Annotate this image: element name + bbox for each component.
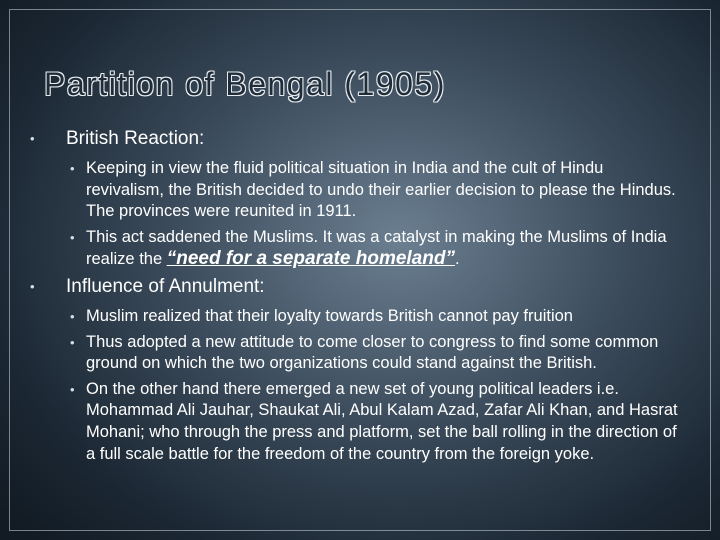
section-heading-british-reaction: [30, 127, 680, 150]
list-item-text: Keeping in view the fluid political situation in India and the cult of Hindu revivalism, the British decided to undo their earlier decision to please the Hindus. The provinces were reunited in 1911.: [86, 159, 676, 221]
bullet-icon: •: [70, 229, 75, 245]
list-item-text: Muslim realized that their loyalty towards British cannot pay fruition: [86, 306, 573, 325]
list-item: [30, 227, 680, 271]
list-item-tail: .: [454, 250, 460, 269]
list-item: [30, 306, 680, 328]
bullet-icon: •: [30, 278, 35, 294]
list-item: [30, 379, 680, 465]
list-item-text: This act saddened the Muslims. It was a catalyst in making the Muslims of India realize the: [86, 227, 667, 269]
bullet-icon: •: [70, 334, 75, 350]
bullet-icon: •: [70, 381, 75, 397]
bullet-icon: •: [30, 131, 35, 146]
section-heading-text: British Reaction:: [66, 128, 205, 149]
bullet-icon: •: [70, 161, 75, 176]
list-item: [30, 332, 680, 375]
slide-content: [30, 127, 680, 469]
section-heading-influence-of-annulment: [30, 275, 680, 298]
list-item-text: On the other hand there emerged a new set of young political leaders i.e. Mohammad Ali Jauhar, Shaukat Ali, Abul Kalam Azad, Zafar Ali Khan, and Hasrat Mohani; who through the press and platform, set the ball rolling in the direction of a full scale battle for the freedom of the country from the foreign yoke.: [86, 379, 678, 463]
bullet-icon: •: [70, 308, 75, 324]
slide-title: Partition of Bengal (1905): [44, 66, 446, 102]
emphasis-text: “need for a separate homeland”: [166, 248, 455, 270]
section-heading-text: Influence of Annulment:: [66, 275, 265, 297]
list-item-text: Thus adopted a new attitude to come closer to congress to find some common ground on which the two organizations could stand against the British.: [86, 332, 659, 373]
list-item: [30, 158, 680, 223]
